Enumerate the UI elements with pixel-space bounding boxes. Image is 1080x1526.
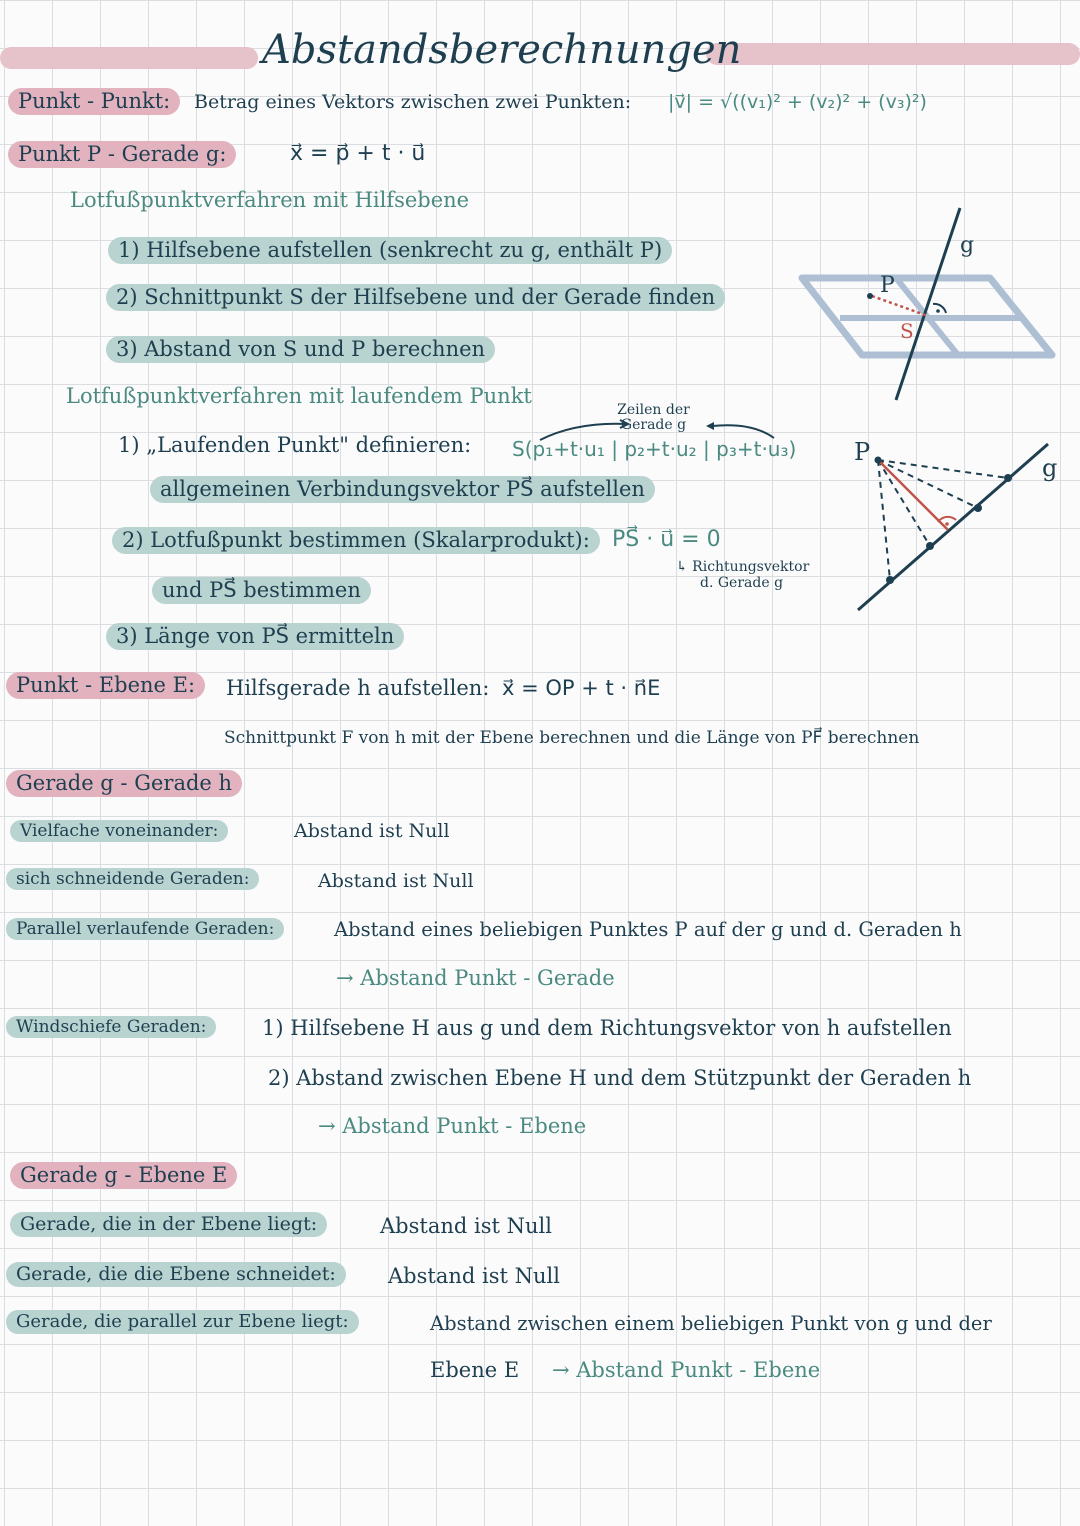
gg-value-parallel: Abstand eines beliebigen Punktes P auf der g und d. Geraden h bbox=[334, 918, 962, 941]
windschief-step-2: 2) Abstand zwischen Ebene H und dem Stützpunkt der Geraden h bbox=[268, 1066, 972, 1090]
gg-value-vielfache: Abstand ist Null bbox=[294, 820, 450, 842]
laufender-punkt-formula: S(p₁+t·u₁ | p₂+t·u₂ | p₃+t·u₃) bbox=[512, 437, 797, 461]
diagram2-label-g: g bbox=[1042, 454, 1058, 482]
method1-step-3: 3) Abstand von S und P berechnen bbox=[106, 336, 495, 363]
line-g bbox=[896, 208, 960, 400]
method1-title: Lotfußpunktverfahren mit Hilfsebene bbox=[70, 188, 470, 212]
windschief-result: → Abstand Punkt - Ebene bbox=[318, 1114, 587, 1138]
method2-title: Lotfußpunktverfahren mit laufendem Punkt bbox=[66, 384, 532, 408]
diagram1-label-p: P bbox=[880, 273, 895, 298]
ge-label-parallel: Gerade, die parallel zur Ebene liegt: bbox=[6, 1310, 359, 1334]
method1-step-2: 2) Schnittpunkt S der Hilfsebene und der Gerade finden bbox=[106, 284, 725, 311]
diagram1-label-s: S bbox=[900, 319, 914, 343]
skalarprodukt-formula: PS⃗ · u⃗ = 0 bbox=[612, 527, 721, 552]
ge-label-in-ebene: Gerade, die in der Ebene liegt: bbox=[10, 1212, 327, 1237]
windschief-step-1: 1) Hilfsebene H aus g und dem Richtungsvektor von h aufstellen bbox=[262, 1016, 952, 1040]
gg-label-parallel: Parallel verlaufende Geraden: bbox=[6, 918, 284, 940]
punkt-punkt-text: Betrag eines Vektors zwischen zwei Punkten: bbox=[194, 91, 632, 113]
method2-step-1: 1) „Laufenden Punkt" definieren: bbox=[118, 433, 472, 457]
method2-note: Zeilen der Gerade g bbox=[617, 402, 690, 433]
title-bar-right bbox=[706, 43, 1080, 65]
hilfsgerade-formula: x⃗ = OP + t · n⃗E bbox=[502, 676, 661, 700]
method2-step-2b: und PS⃗ bestimmen bbox=[152, 577, 371, 604]
method1-step-1: 1) Hilfsebene aufstellen (senkrecht zu g, enthält P) bbox=[108, 237, 672, 264]
punkt-ebene-text2: Schnittpunkt F von h mit der Ebene berechnen und die Länge von PF⃗ berechnen bbox=[224, 728, 920, 748]
richtungsvektor-note-1: ↳ Richtungsvektor bbox=[676, 559, 810, 575]
gg-label-schneidend: sich schneidende Geraden: bbox=[6, 868, 259, 890]
ge-label-schneidet: Gerade, die die Ebene schneidet: bbox=[6, 1262, 346, 1287]
laufender-punkt-diagram bbox=[848, 432, 1058, 617]
gg-parallel-result: → Abstand Punkt - Gerade bbox=[336, 966, 615, 990]
ge-value-in-ebene: Abstand ist Null bbox=[380, 1214, 552, 1238]
ge-value-schneidet: Abstand ist Null bbox=[388, 1264, 560, 1288]
punkt-ebene-text: Hilfsgerade h aufstellen: bbox=[226, 676, 490, 700]
richtungsvektor-note-2: d. Gerade g bbox=[700, 575, 784, 591]
gg-value-schneidend: Abstand ist Null bbox=[318, 870, 474, 892]
method2-step-1b: allgemeinen Verbindungsvektor PS⃗ aufstellen bbox=[150, 476, 655, 503]
method2-step-2: 2) Lotfußpunkt bestimmen (Skalarprodukt): bbox=[112, 527, 600, 554]
ge-value-parallel: Abstand zwischen einem beliebigen Punkt von g und der bbox=[430, 1312, 992, 1335]
diagram2-label-p: P bbox=[854, 438, 871, 466]
gg-label-vielfache: Vielfache voneinander: bbox=[10, 820, 228, 842]
ge-result: → Abstand Punkt - Ebene bbox=[552, 1358, 821, 1382]
section-label-punkt-punkt: Punkt - Punkt: bbox=[8, 88, 180, 115]
hilfsebene-diagram bbox=[800, 200, 1060, 410]
vector-length-formula: |v⃗| = √((v₁)² + (v₂)² + (v₃)²) bbox=[668, 91, 927, 113]
title-bar-left bbox=[0, 47, 258, 69]
method2-step-3: 3) Länge von PS⃗ ermitteln bbox=[106, 623, 404, 650]
page-title: Abstandsberechnungen bbox=[262, 27, 742, 73]
diagram1-label-g: g bbox=[960, 233, 975, 258]
section-label-punkt-ebene: Punkt - Ebene E: bbox=[6, 672, 205, 699]
section-label-punkt-gerade: Punkt P - Gerade g: bbox=[8, 141, 236, 168]
gg-label-windschief: Windschiefe Geraden: bbox=[6, 1016, 216, 1038]
section-label-gerade-gerade: Gerade g - Gerade h bbox=[6, 770, 242, 797]
section-label-gerade-ebene: Gerade g - Ebene E bbox=[10, 1162, 237, 1189]
line-equation: x⃗ = p⃗ + t · u⃗ bbox=[290, 141, 426, 166]
ge-line2: Ebene E bbox=[430, 1358, 520, 1382]
